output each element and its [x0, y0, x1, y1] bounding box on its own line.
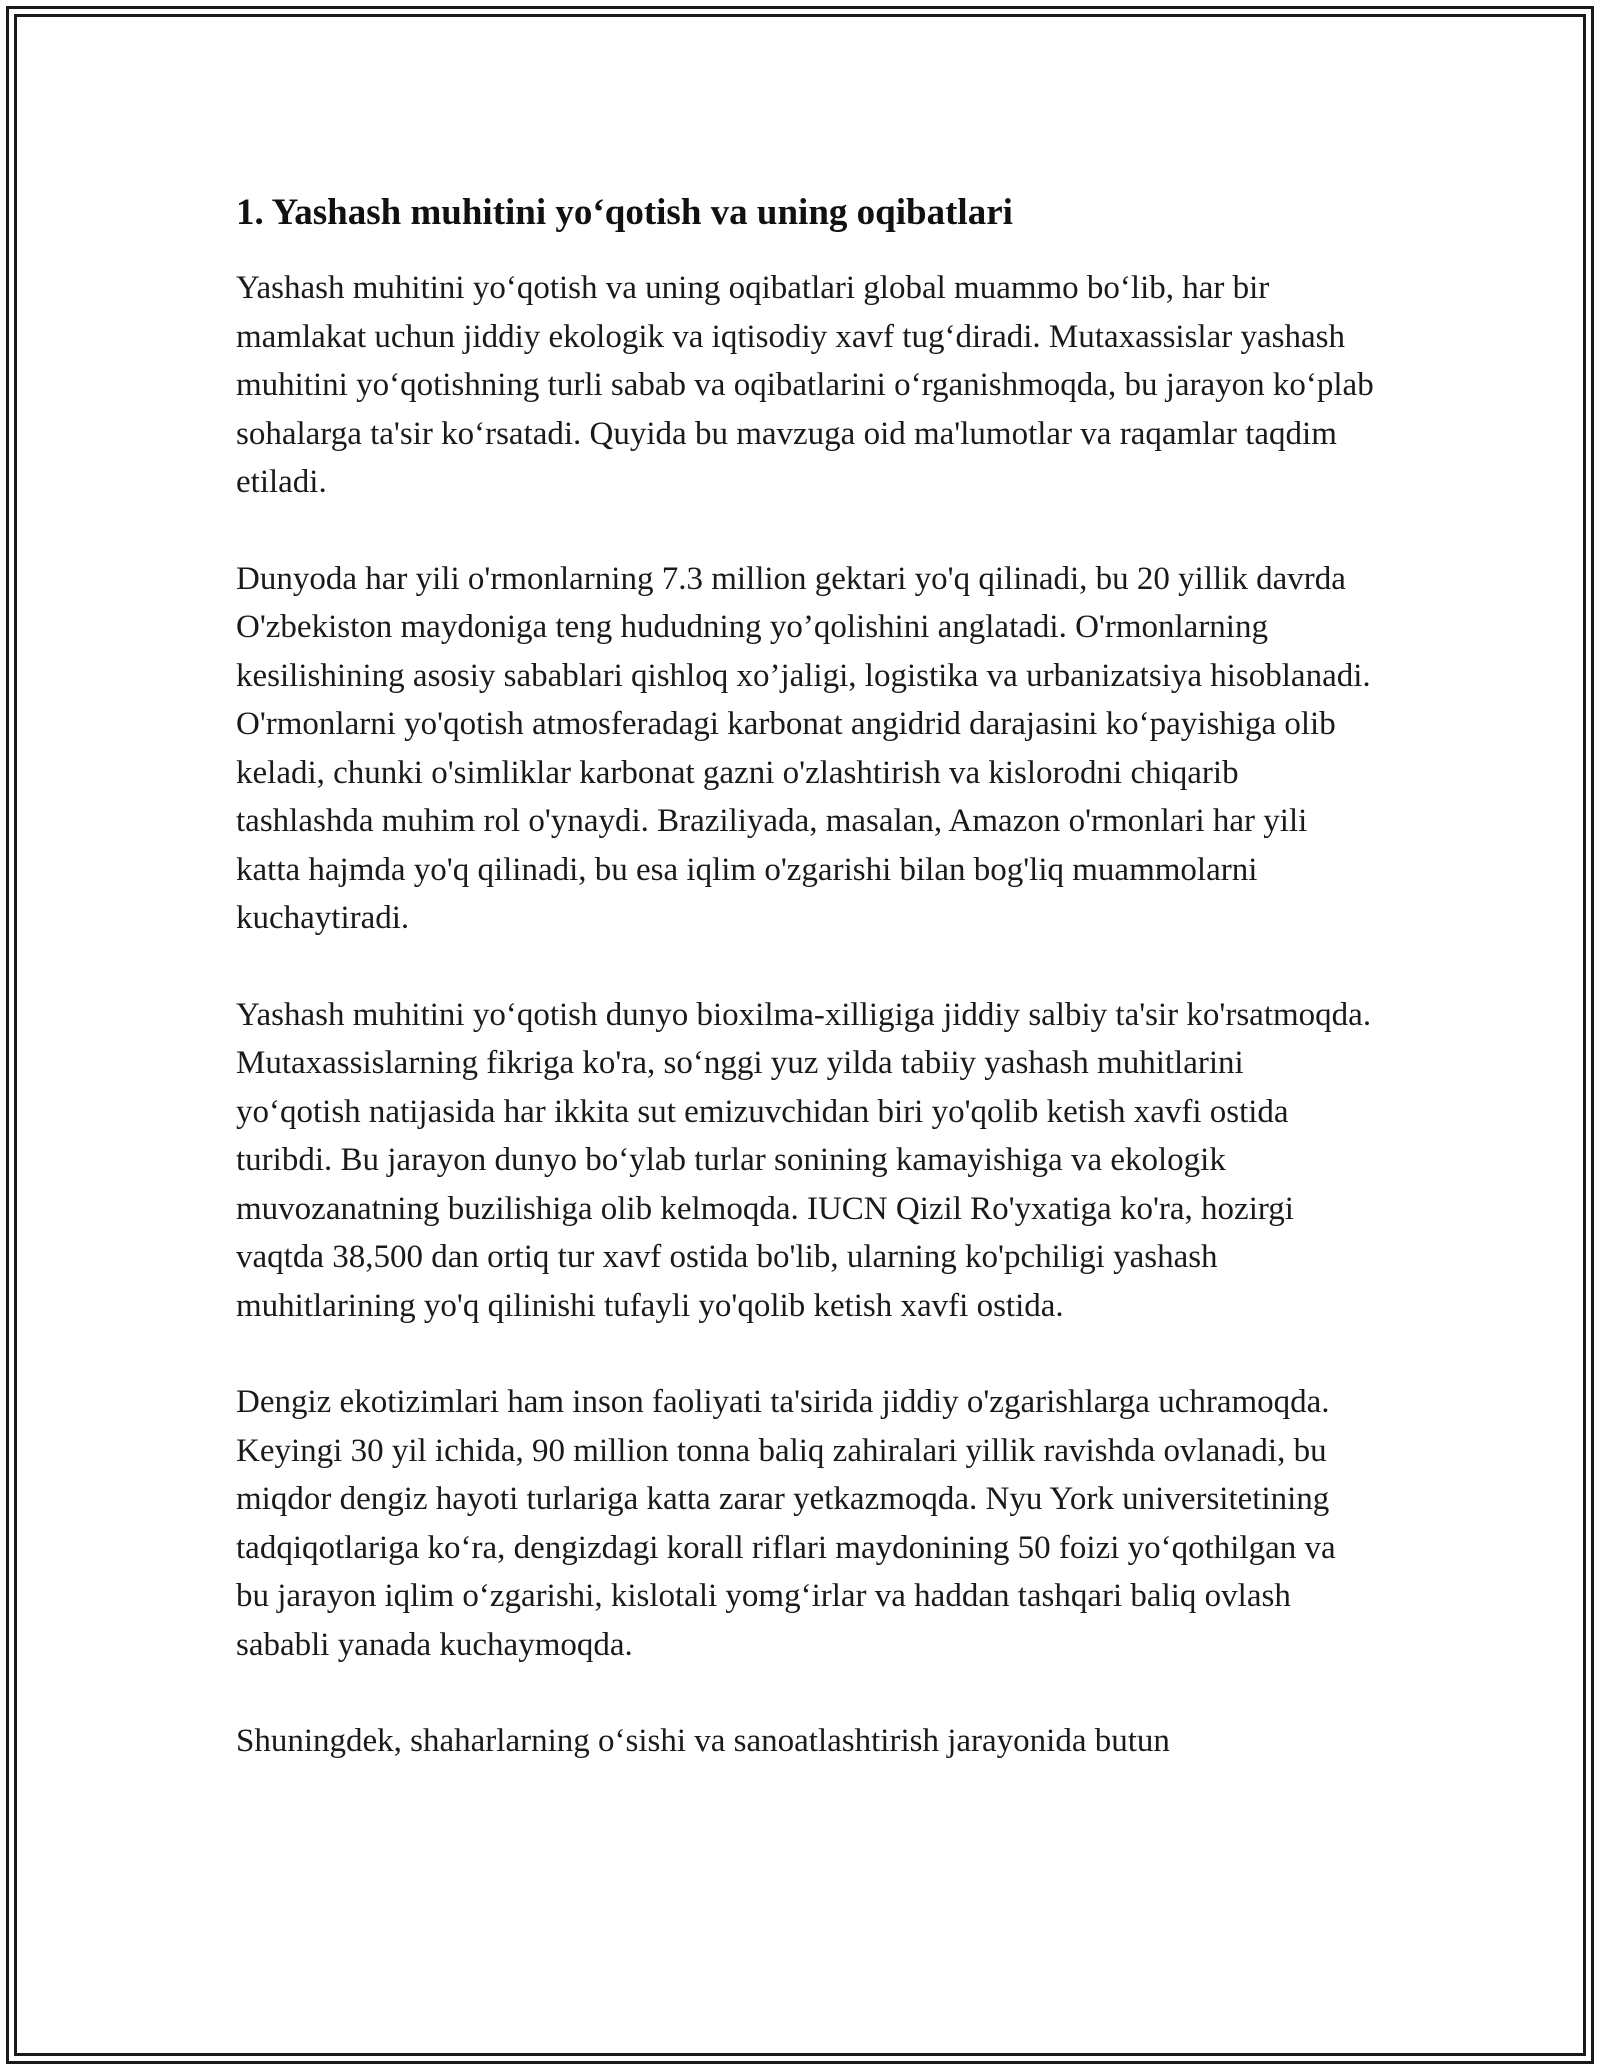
paragraph-intro: Yashash muhitini yo‘qotish va uning oqibatlari global muammo bo‘lib, har bir mamlakat uchun jiddiy ekologik va iqtisodiy xavf tug‘diradi. Mutaxassislar yashash muhitini yo‘qotishning turli sabab va oqibatlarini o‘rganishmoqda, bu jarayon ko‘plab sohalarga ta'sir ko‘rsatadi. Quyida bu mavzuga oid ma'lumotlar va raqamlar taqdim etiladi. [236, 270, 1374, 500]
paragraph-biodiversity: Yashash muhitini yo‘qotish dunyo bioxilma-xilligiga jiddiy salbiy ta'sir ko'rsatmoqda. Mutaxassislarning fikriga ko'ra, so‘nggi yuz yilda tabiiy yashash muhitlarini yo‘qotish natijasida har ikkita sut emizuvchidan biri yo'qolib ketish xavfi ostida turibdi. Bu jarayon dunyo bo‘ylab turlar sonining kamayishiga va ekologik muvozanatning buzilishiga olib kelmoqda. IUCN Qizil Ro'yxatiga ko'ra, hozirgi vaqtda 38,500 dan ortiq tur xavf ostida bo'lib, ularning ko'pchiligi yashash muhitlarining yo'q qilinishi tufayli yo'qolib ketish xavfi ostida. [236, 996, 1372, 1324]
paragraph-deforestation: Dunyoda har yili o'rmonlarning 7.3 million gektari yo'q qilinadi, bu 20 yillik davrda O'zbekiston maydoniga teng hududning yo’qolishini anglatadi. O'rmonlarning kesilishining asosiy sabablari qishloq xo’jaligi, logistika va urbanizatsiya hisoblanadi. O'rmonlarni yo'qotish atmosferadagi karbonat angidrid darajasini ko‘payishiga olib keladi, chunki o'simliklar karbonat gazni o'zlashtirish va kislorodni chiqarib tashlashda muhim rol o'ynaydi. Braziliyada, masalan, Amazon o'rmonlari har yili katta hajmda yo'q qilinadi, bu esa iqlim o'zgarishi bilan bog'liq muammolarni kuchaytiradi. [236, 560, 1371, 936]
paragraph-urbanization: Shuningdek, shaharlarning o‘sishi va sanoatlashtirish jarayonida butun [236, 1723, 1170, 1759]
section-heading: 1. Yashash muhitini yo‘qotish va uning oqibatlari [236, 192, 1013, 233]
document-body [236, 186, 1376, 1814]
paragraph-marine-ecosystems: Dengiz ekotizimlari ham inson faoliyati ta'sirida jiddiy o'zgarishlarga uchramoqda. Keyingi 30 yil ichida, 90 million tonna baliq zahiralari yillik ravishda ovlanadi, bu miqdor dengiz hayoti turlariga katta zarar yetkazmoqda. Nyu York universitetining tadqiqotlariga ko‘ra, dengizdagi korall riflari maydonining 50 foizi yo‘qothilgan va bu jarayon iqlim o‘zgarishi, kislotali yomg‘irlar va haddan tashqari baliq ovlash sababli yanada kuchaymoqda. [236, 1384, 1336, 1663]
